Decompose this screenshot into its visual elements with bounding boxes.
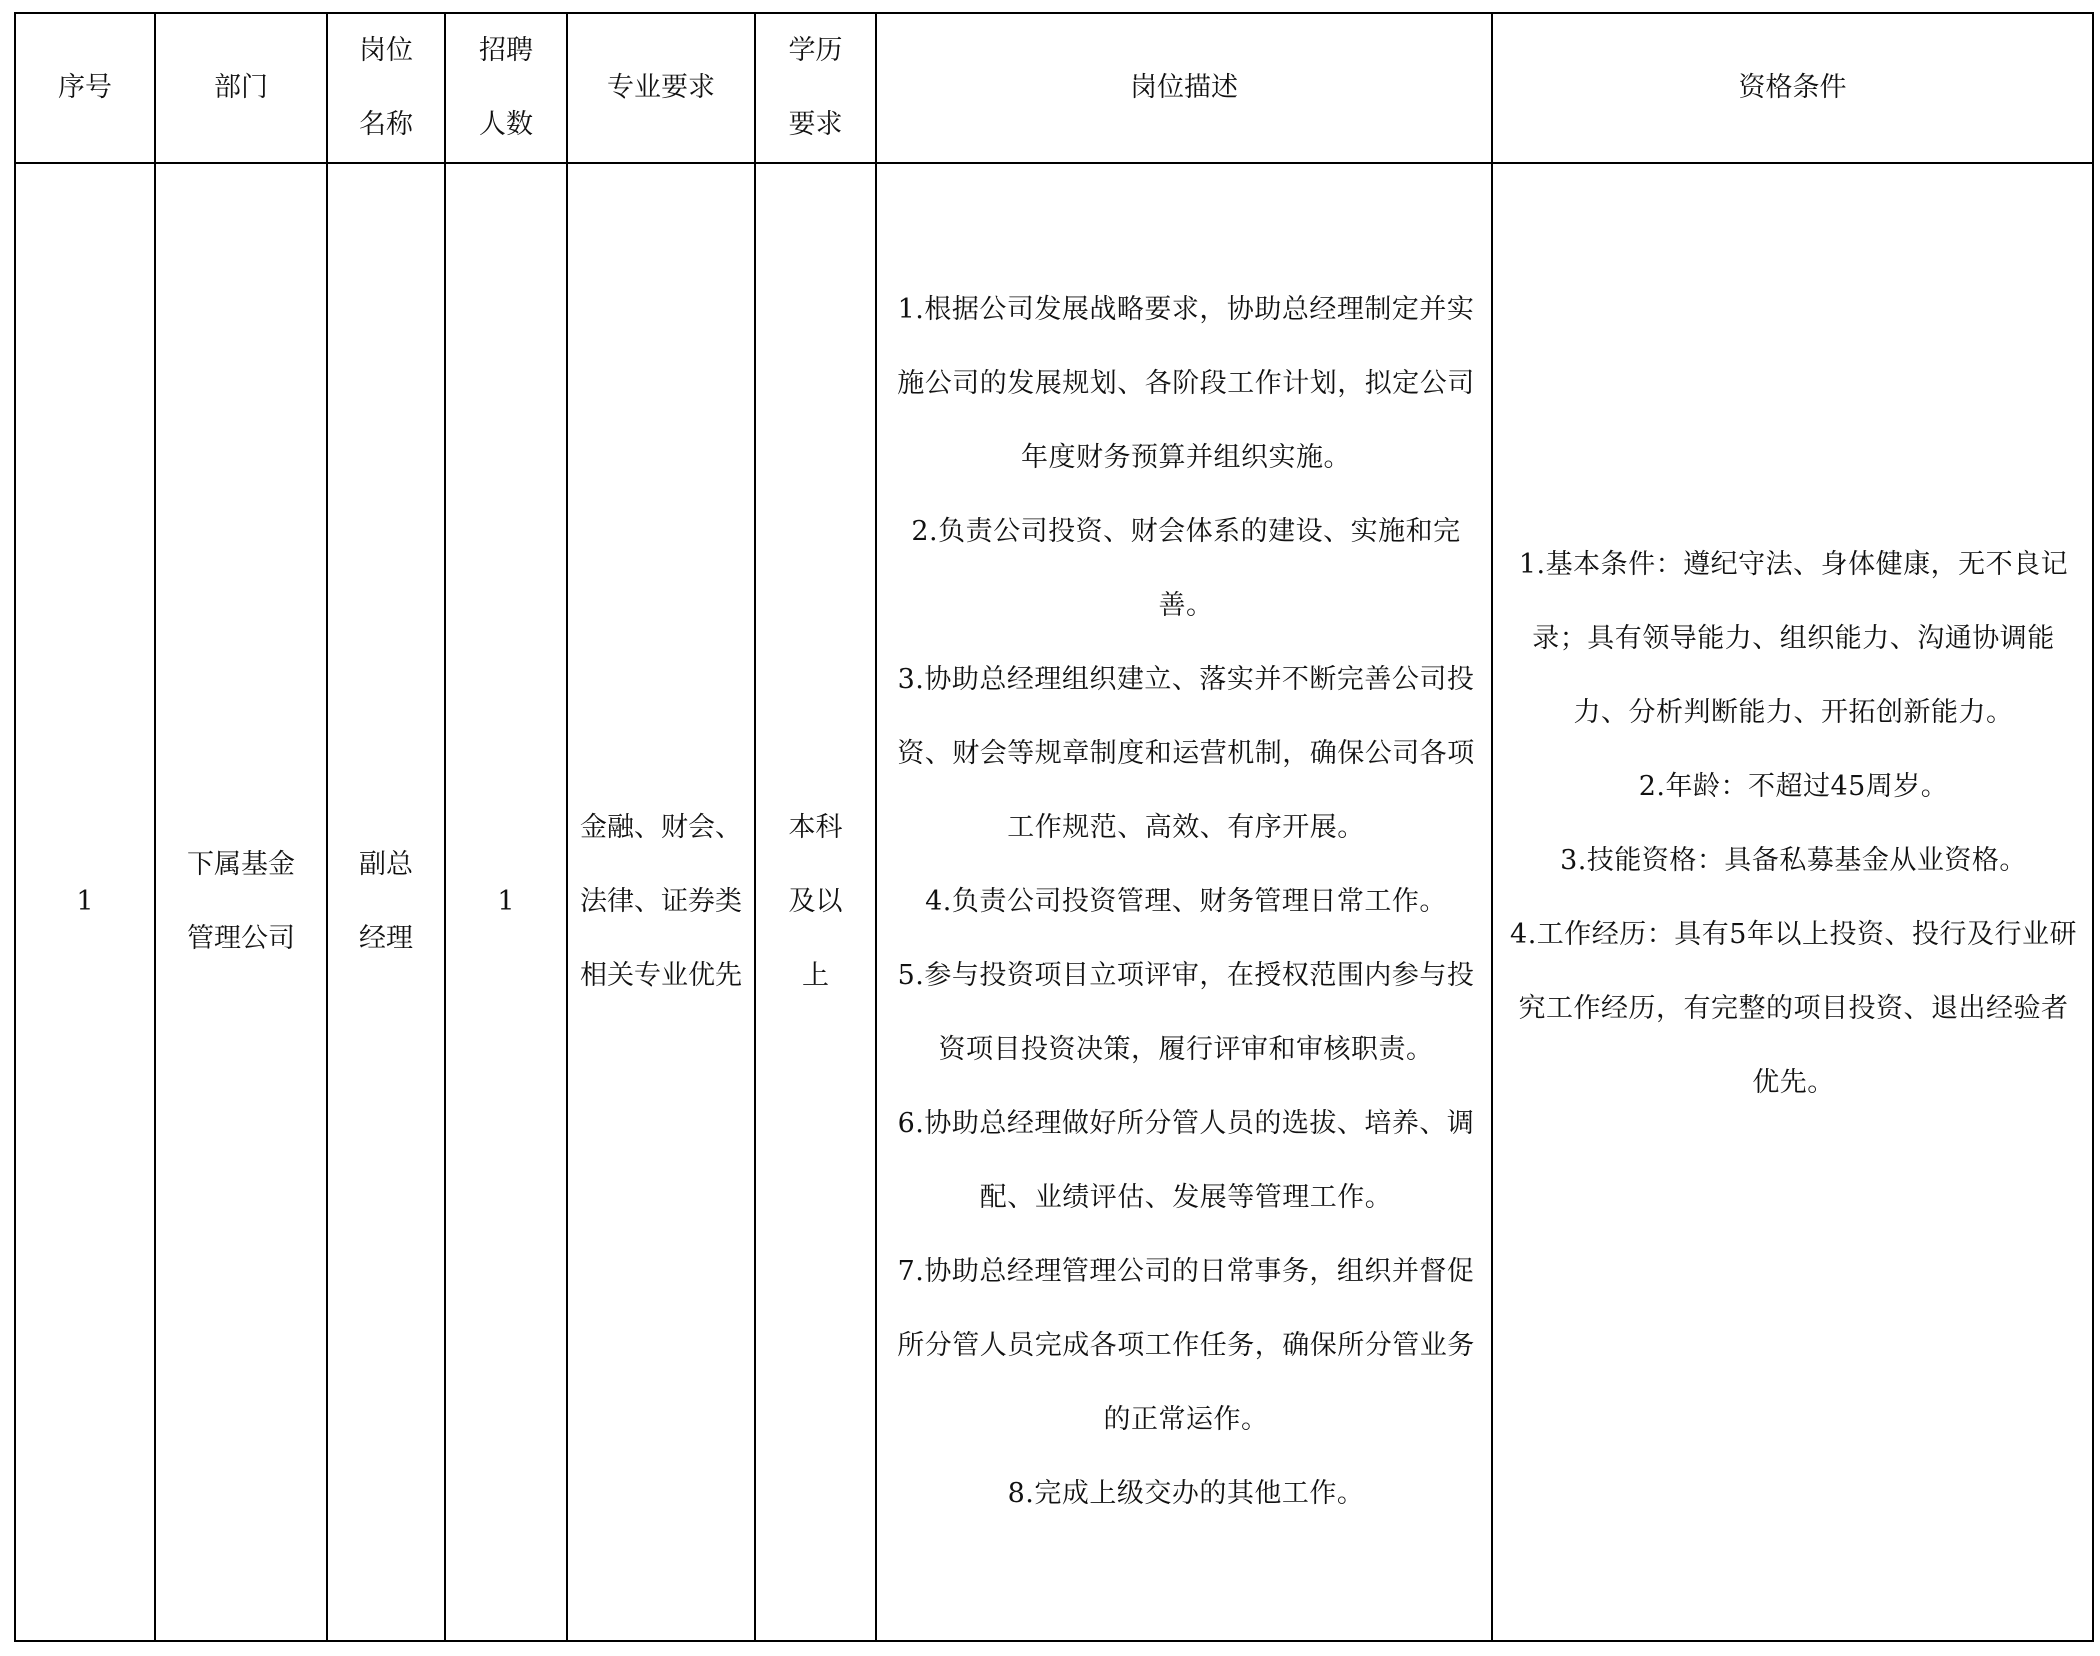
qualification-item: 4.工作经历：具有5年以上投资、投行及行业研究工作经历，有完整的项目投资、退出经验者优先。 <box>1510 919 2077 1098</box>
header-seq: 序号 <box>15 13 155 163</box>
header-major: 专业要求 <box>567 13 755 163</box>
table-row <box>15 163 2093 1641</box>
description-item: 8.完成上级交办的其他工作。 <box>1007 1478 1365 1509</box>
cell-major: 金融、财会、法律、证券类相关专业优先 <box>567 163 755 1641</box>
description-item: 1.根据公司发展战略要求，协助总经理制定并实施公司的发展规划、各阶段工作计划，拟定公司年度财务预算并组织实施。 <box>897 294 1475 473</box>
qualification-item: 1.基本条件：遵纪守法、身体健康，无不良记录；具有领导能力、组织能力、沟通协调能力、分析判断能力、开拓创新能力。 <box>1518 549 2069 728</box>
description-item: 4.负责公司投资管理、财务管理日常工作。 <box>925 886 1447 917</box>
header-desc: 岗位描述 <box>876 13 1492 163</box>
header-qual: 资格条件 <box>1492 13 2093 163</box>
description-item: 3.协助总经理组织建立、落实并不断完善公司投资、财会等规章制度和运营机制，确保公司各项工作规范、高效、有序开展。 <box>897 664 1475 843</box>
cell-job-description <box>876 163 1492 1641</box>
cell-seq: 1 <box>15 163 155 1641</box>
cell-dept: 下属基金管理公司 <box>155 163 327 1641</box>
header-edu: 学历要求 <box>755 13 876 163</box>
header-dept: 部门 <box>155 13 327 163</box>
description-item: 7.协助总经理管理公司的日常事务，组织并督促所分管人员完成各项工作任务，确保所分管业务的正常运作。 <box>897 1256 1475 1435</box>
cell-post: 副总经理 <box>327 163 445 1641</box>
description-item: 6.协助总经理做好所分管人员的选拔、培养、调配、业绩评估、发展等管理工作。 <box>897 1108 1475 1213</box>
cell-edu: 本科及以上 <box>755 163 876 1641</box>
recruitment-table <box>14 12 2094 1642</box>
cell-count: 1 <box>445 163 567 1641</box>
header-post: 岗位名称 <box>327 13 445 163</box>
description-item: 2.负责公司投资、财会体系的建设、实施和完善。 <box>911 516 1461 621</box>
qualification-item: 2.年龄：不超过45周岁。 <box>1638 771 1949 802</box>
header-count: 招聘人数 <box>445 13 567 163</box>
qualification-item: 3.技能资格：具备私募基金从业资格。 <box>1560 845 2027 876</box>
table-header-row <box>15 13 2093 163</box>
description-item: 5.参与投资项目立项评审，在授权范围内参与投资项目投资决策，履行评审和审核职责。 <box>897 960 1475 1065</box>
cell-qualifications <box>1492 163 2093 1641</box>
